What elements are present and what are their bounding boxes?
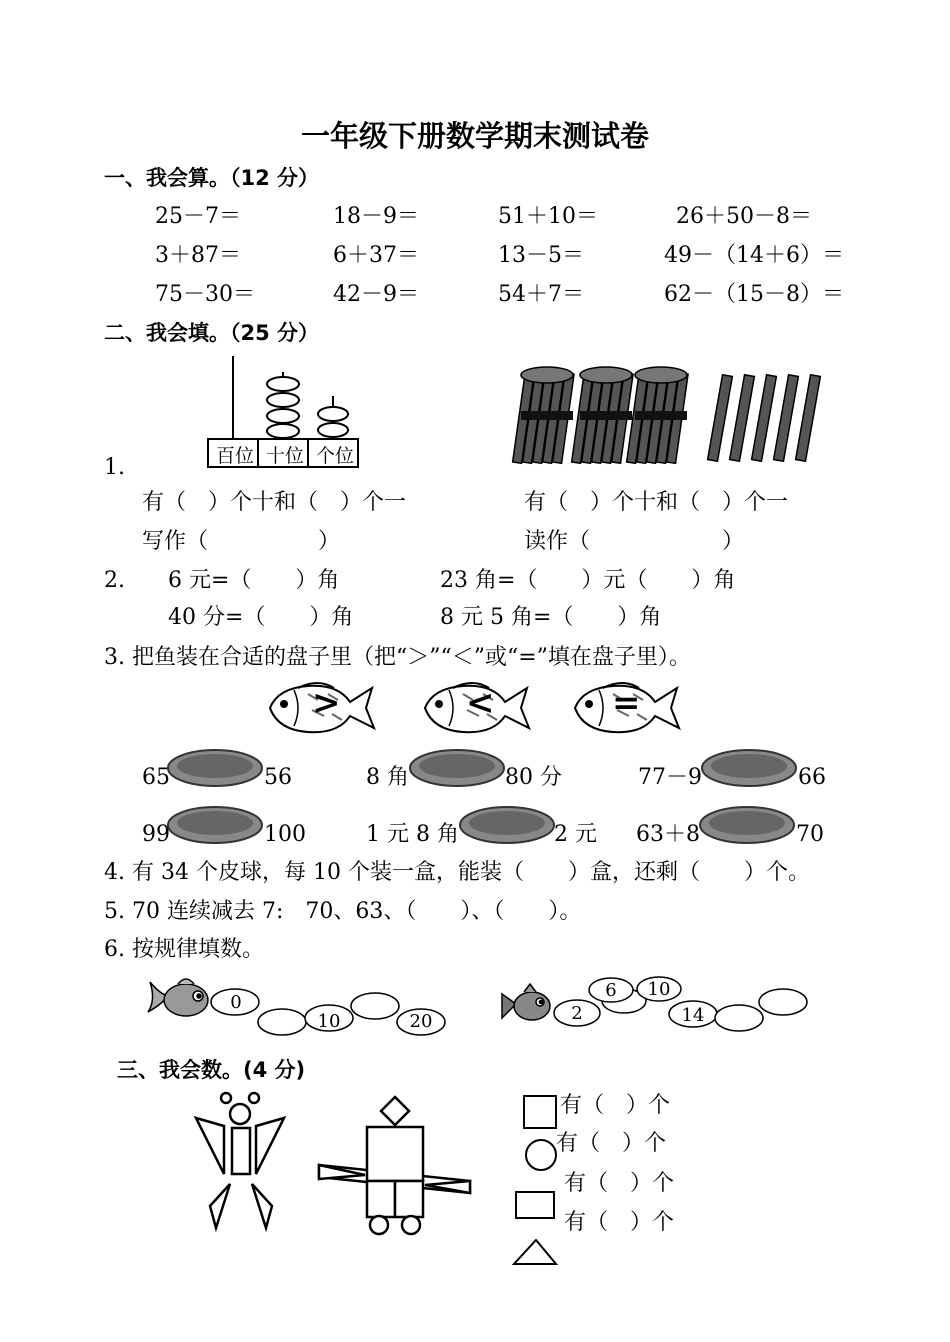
- compare-right: 56: [264, 765, 292, 790]
- section-1-heading: 一、我会算。（12 分）: [104, 166, 320, 190]
- q2-number: 2.: [104, 568, 125, 593]
- q5-text: 5. 70 连续减去 7: 70、63、（ ）、（ ）。: [104, 899, 582, 924]
- page-title: 一年级下册数学期末测试卷: [300, 119, 649, 153]
- calc-item: 75－30＝: [155, 282, 255, 307]
- pattern-left-num-1: 10: [317, 1011, 341, 1032]
- pattern-left-figure: [142, 970, 447, 1040]
- count-triangle: 有（ ）个: [564, 1210, 675, 1235]
- compare-left: 77－9: [638, 765, 702, 790]
- plate-icon[interactable]: [166, 748, 264, 788]
- shape-figure-butterfly: [190, 1090, 290, 1235]
- count-rectangle: 有（ ）个: [564, 1171, 675, 1196]
- calc-item: 18－9＝: [333, 204, 419, 229]
- q1-number: 1.: [104, 455, 125, 480]
- sticks-figure: [515, 365, 820, 470]
- compare-right: 70: [796, 822, 824, 847]
- pattern-right-num-14: 14: [681, 1005, 705, 1026]
- plate-icon[interactable]: [166, 805, 264, 845]
- calc-item: 3＋87＝: [155, 243, 241, 268]
- fish-symbol-lt: <: [466, 683, 495, 723]
- q1-right-line1: 有（ ）个十和（ ）个一: [524, 490, 789, 515]
- plate-icon[interactable]: [408, 748, 506, 788]
- plate-icon[interactable]: [700, 748, 798, 788]
- pattern-right-num-10: 10: [647, 979, 671, 1000]
- calc-item: 26＋50－8＝: [676, 204, 812, 229]
- compare-right: 80 分: [505, 765, 562, 790]
- abacus-label-ones: 个位: [315, 445, 354, 467]
- q4-text: 4. 有 34 个皮球，每 10 个装一盒，能装（ ）盒，还剩（ ）个。: [104, 860, 810, 885]
- q1-left-line2: 写作（ ）: [142, 529, 341, 554]
- q2-item-b: 23 角=（ ）元（ ）角: [440, 568, 736, 593]
- fish-symbol-gt: >: [312, 683, 341, 723]
- section-3-heading: 三、我会数。(4 分): [117, 1058, 306, 1082]
- shape-figure-robot: [315, 1095, 475, 1235]
- count-square: 有（ ）个: [560, 1093, 671, 1118]
- calc-item: 42－9＝: [333, 282, 419, 307]
- compare-right: 66: [798, 765, 826, 790]
- calc-item: 51＋10＝: [498, 204, 598, 229]
- triangle-icon: [514, 1240, 556, 1264]
- q3-text: 3. 把鱼装在合适的盘子里（把“＞”“＜”或“=”填在盘子里）。: [104, 645, 691, 670]
- square-icon: [524, 1096, 556, 1128]
- pattern-left-num-0: 0: [230, 992, 242, 1013]
- calc-item: 25－7＝: [155, 204, 241, 229]
- compare-right: 100: [264, 822, 306, 847]
- compare-left: 1 元 8 角: [366, 822, 459, 847]
- pattern-right-num-2: 2: [571, 1003, 583, 1024]
- plate-icon[interactable]: [698, 805, 796, 845]
- pattern-right-num-6: 6: [605, 980, 617, 1001]
- circle-icon: [526, 1140, 556, 1170]
- calc-item: 13－5＝: [498, 243, 584, 268]
- goldfish-icon: [148, 979, 208, 1016]
- pattern-left-num-2: 20: [409, 1011, 433, 1032]
- q1-right-line2: 读作（ ）: [524, 529, 745, 554]
- calc-item: 49－（14＋6）＝: [664, 243, 844, 268]
- abacus-label-hundreds: 百位: [215, 445, 254, 467]
- fish-symbol-eq: =: [612, 683, 641, 723]
- shape-legend: [510, 1092, 570, 1272]
- compare-left: 65: [142, 765, 170, 790]
- fish-icon: [502, 984, 550, 1020]
- compare-left: 63＋8: [636, 822, 700, 847]
- q2-item-c: 40 分=（ ）角: [168, 605, 354, 630]
- abacus-label-tens: 十位: [265, 445, 304, 467]
- calc-item: 62－（15－8）＝: [664, 282, 844, 307]
- plate-icon[interactable]: [458, 805, 556, 845]
- q6-text: 6. 按规律填数。: [104, 937, 264, 962]
- calc-item: 6＋37＝: [333, 243, 419, 268]
- compare-right: 2 元: [554, 822, 597, 847]
- q2-item-d: 8 元 5 角=（ ）角: [440, 605, 662, 630]
- q1-left-line1: 有（ ）个十和（ ）个一: [142, 490, 407, 515]
- compare-left: 8 角: [366, 765, 409, 790]
- section-2-heading: 二、我会填。（25 分）: [104, 321, 320, 345]
- q2-item-a: 6 元=（ ）角: [168, 568, 340, 593]
- calc-item: 54＋7＝: [498, 282, 584, 307]
- count-circle: 有（ ）个: [556, 1131, 667, 1156]
- compare-left: 99: [142, 822, 170, 847]
- rectangle-icon: [516, 1192, 554, 1218]
